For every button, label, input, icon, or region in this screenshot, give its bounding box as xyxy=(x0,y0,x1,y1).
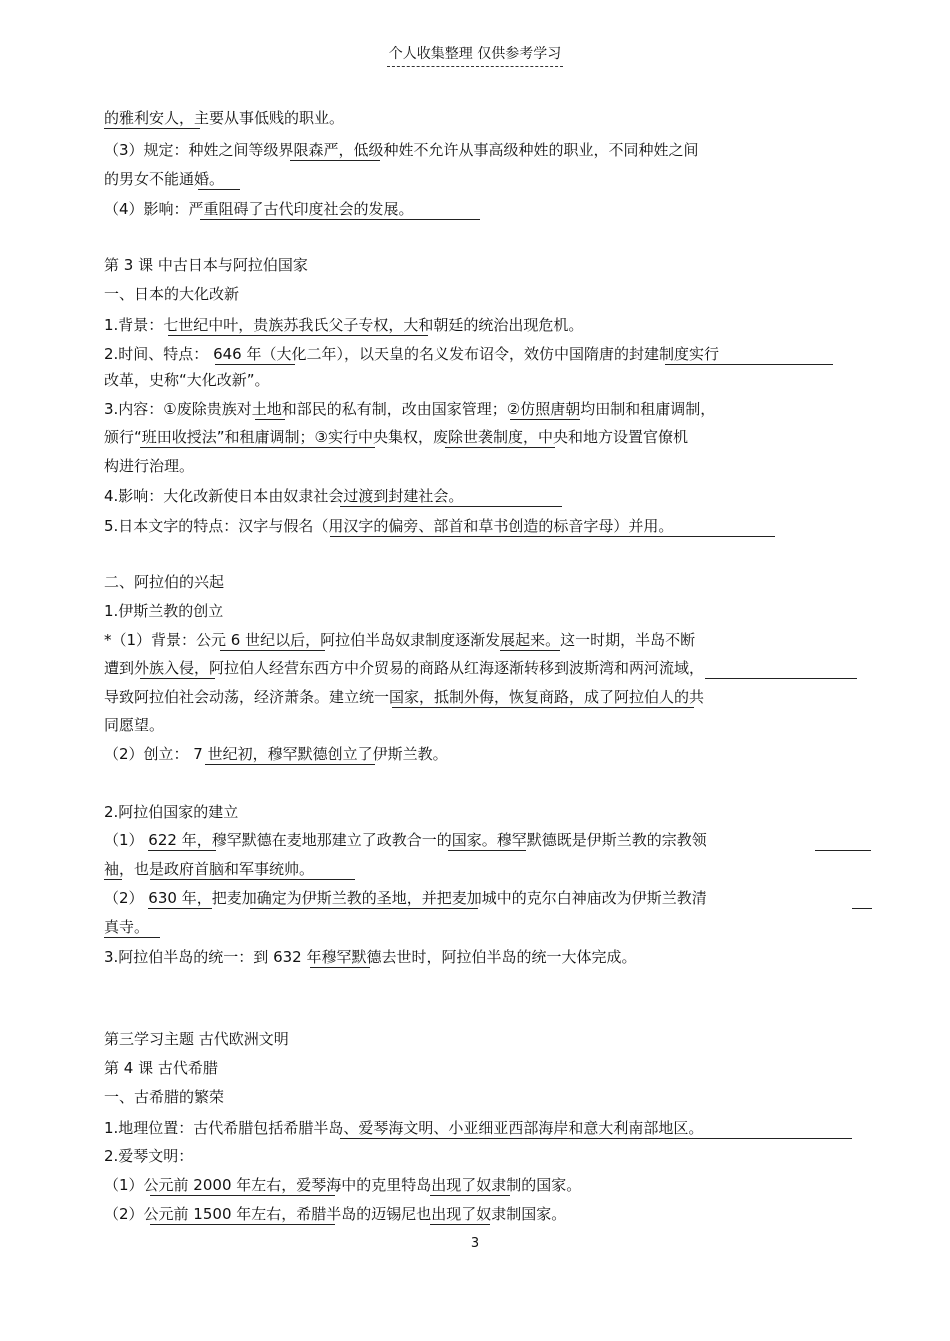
text-line: 4.影响：大化改新使日本由奴隶社会过渡到封建社会。 xyxy=(104,487,464,505)
underline xyxy=(445,447,555,448)
underline xyxy=(250,908,478,909)
text-line: （3）规定：种姓之间等级界限森严，低级种姓不允许从事高级种姓的职业，不同种姓之间 xyxy=(104,141,699,159)
subsection-heading: 1.伊斯兰教的创立 xyxy=(104,602,224,620)
underline xyxy=(430,1224,490,1225)
underline xyxy=(500,650,560,651)
text-line: 2.时间、特点： 646 年（大化二年），以天皇的名义发布诏令，效仿中国隋唐的封建制度实行 xyxy=(104,345,719,363)
text-line: （2） 630 年，把麦加确定为伊斯兰教的圣地，并把麦加城中的克尔白神庙改为伊斯兰教清 xyxy=(104,889,707,907)
underline xyxy=(510,419,580,420)
text-line: 3.阿拉伯半岛的统一：到 632 年穆罕默德去世时，阿拉伯半岛的统一大体完成。 xyxy=(104,948,637,966)
underline xyxy=(200,219,480,220)
underline xyxy=(340,506,562,507)
underline xyxy=(220,650,325,651)
underline xyxy=(340,1138,852,1139)
text-line: （2）公元前 1500 年左右，希腊半岛的迈锡尼也出现了奴隶制国家。 xyxy=(104,1205,567,1223)
text-line: 遭到外族入侵，阿拉伯人经营东西方中介贸易的商路从红海逐渐转移到波斯湾和两河流域， xyxy=(104,659,705,677)
theme-title: 第三学习主题 古代欧洲文明 xyxy=(104,1030,289,1048)
text-line: （4）影响：严重阻碍了古代印度社会的发展。 xyxy=(104,200,414,218)
underline xyxy=(198,189,240,190)
section-heading: 二、阿拉伯的兴起 xyxy=(104,573,225,591)
underline xyxy=(150,1195,335,1196)
underline xyxy=(255,419,285,420)
text-line: 真寺。 xyxy=(104,918,150,936)
underline xyxy=(310,967,370,968)
underline xyxy=(140,678,215,679)
text-line: 1.背景：七世纪中叶，贵族苏我氏父子专权，大和朝廷的统治出现危机。 xyxy=(104,316,584,334)
text-line: 1.地理位置：古代希腊包括希腊半岛、爱琴海文明、小亚细亚西部海岸和意大利南部地区。 xyxy=(104,1119,704,1137)
underline xyxy=(104,128,200,129)
underline xyxy=(168,335,428,336)
lesson-title: 第 4 课 古代希腊 xyxy=(104,1059,218,1077)
text-line: 颁行“班田收授法”和租庸调制；③实行中央集权，废除世袭制度，中央和地方设置官僚机 xyxy=(104,428,688,446)
underline xyxy=(705,678,857,679)
text-line: 同愿望。 xyxy=(104,716,165,734)
page-header xyxy=(0,44,950,67)
section-heading: 一、古希腊的繁荣 xyxy=(104,1088,225,1106)
text-line: 5.日本文字的特点：汉字与假名（用汉字的偏旁、部首和草书创造的标音字母）并用。 xyxy=(104,517,674,535)
lesson-title: 第 3 课 中古日本与阿拉伯国家 xyxy=(104,256,308,274)
header-text: 个人收集整理 仅供参考学习 xyxy=(387,44,563,67)
text-line: （2）创立： 7 世纪初，穆罕默德创立了伊斯兰教。 xyxy=(104,745,448,763)
text-line: （1）公元前 2000 年左右，爱琴海中的克里特岛出现了奴隶制的国家。 xyxy=(104,1176,582,1194)
text-line: 改革，史称“大化改新”。 xyxy=(104,371,270,389)
text-line: *（1）背景：公元 6 世纪以后，阿拉伯半岛奴隶制度逐渐发展起来。这一时期，半岛不断 xyxy=(104,631,696,649)
text-line: 的雅利安人，主要从事低贱的职业。 xyxy=(104,109,345,127)
section-heading: 一、日本的大化改新 xyxy=(104,285,240,303)
underline xyxy=(448,850,526,851)
underline xyxy=(215,364,295,365)
text-line: （1） 622 年，穆罕默德在麦地那建立了政教合一的国家。穆罕默德既是伊斯兰教的宗教领 xyxy=(104,831,707,849)
text-line: 构进行治理。 xyxy=(104,457,195,475)
underline xyxy=(150,1224,335,1225)
underline xyxy=(150,879,355,880)
underline xyxy=(104,937,160,938)
underline xyxy=(290,160,380,161)
underline xyxy=(140,447,375,448)
text-line: 袖，也是政府首脑和军事统帅。 xyxy=(104,860,315,878)
text-line: 3.内容：①废除贵族对土地和部民的私有制，改由国家管理；②仿照唐朝均田制和租庸调制， xyxy=(104,400,716,418)
text-line: 2.爱琴文明： xyxy=(104,1147,194,1165)
underline xyxy=(205,764,375,765)
underline xyxy=(815,850,871,851)
underline xyxy=(392,707,694,708)
underline xyxy=(148,908,212,909)
underline xyxy=(330,536,775,537)
text-line: 的男女不能通婚。 xyxy=(104,170,225,188)
subsection-heading: 2.阿拉伯国家的建立 xyxy=(104,803,239,821)
text-line: 导致阿拉伯社会动荡，经济萧条。建立统一国家，抵制外侮，恢复商路，成了阿拉伯人的共 xyxy=(104,688,705,706)
underline xyxy=(430,1195,510,1196)
underline xyxy=(148,850,216,851)
underline xyxy=(852,908,872,909)
underline xyxy=(104,879,122,880)
underline xyxy=(665,364,833,365)
page-number: 3 xyxy=(470,1236,480,1251)
